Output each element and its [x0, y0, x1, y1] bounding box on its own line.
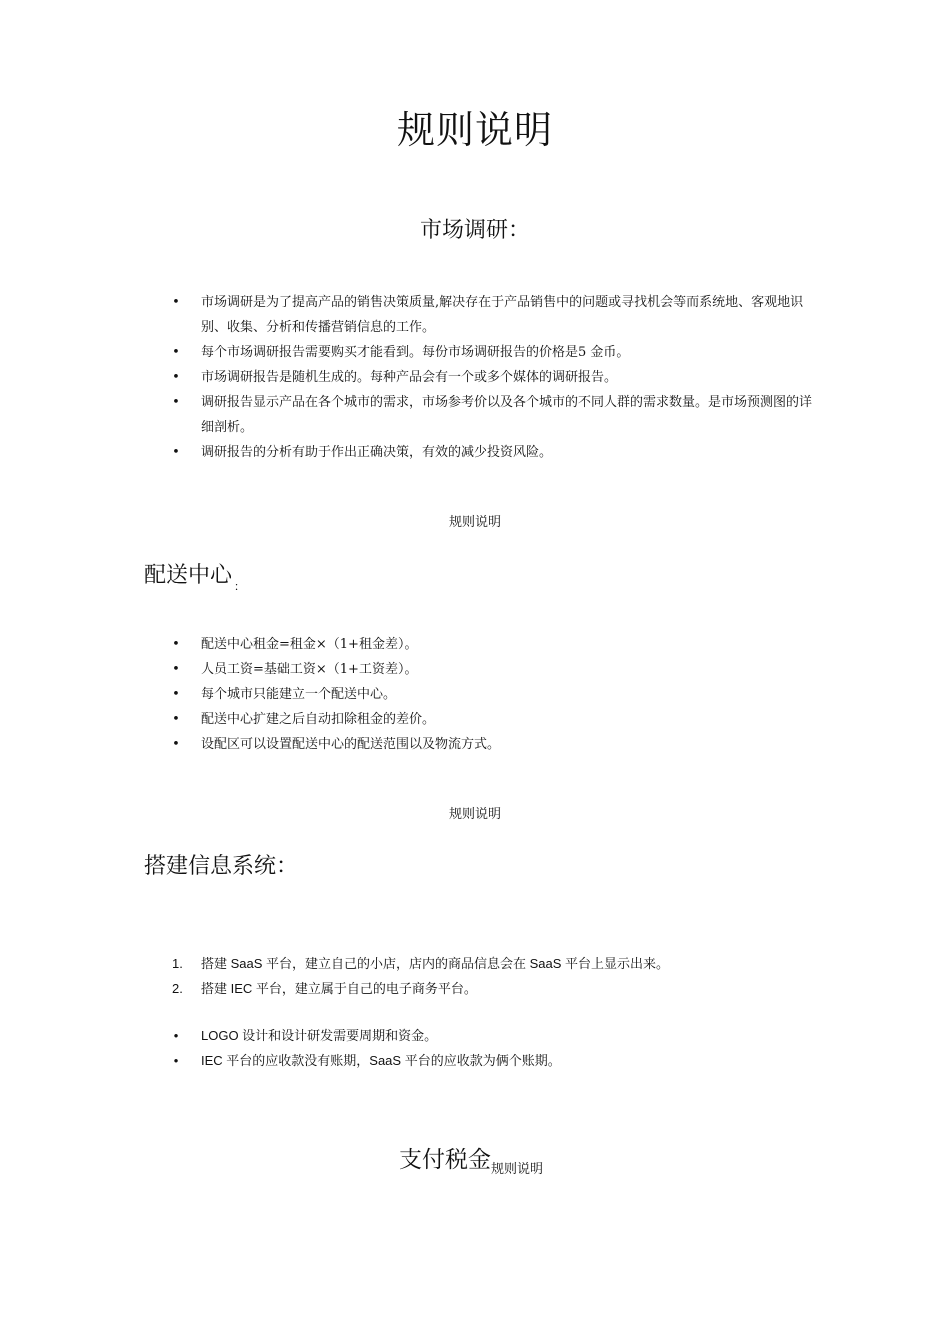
bullet-icon: • — [173, 1028, 179, 1043]
list-item — [172, 732, 822, 757]
bullet-icon: • — [172, 370, 180, 385]
list-item — [172, 440, 822, 465]
bullet-icon: • — [172, 295, 180, 310]
list-number: 1. — [172, 956, 183, 971]
list-item — [172, 951, 822, 976]
list-item-text: 市场调研是为了提高产品的销售决策质量,解决存在于产品销售中的问题或寻找机会等而系统地、客观地识别、收集、分析和传播营销信息的工作。 — [201, 295, 804, 335]
info-system-numbered-list — [172, 951, 822, 1001]
page-title: 规则说明 — [396, 108, 553, 152]
list-item-text: 设配区可以设置配送中心的配送范围以及物流方式。 — [201, 737, 501, 752]
list-item — [172, 290, 822, 340]
heading-suffix: ： — [234, 580, 246, 593]
list-item — [172, 365, 822, 390]
list-item-text: 搭建 IEC 平台，建立属于自己的电子商务平台。 — [201, 981, 477, 996]
list-item-text: LOGO 设计和设计研发需要周期和资金。 — [201, 1028, 438, 1043]
list-item — [172, 1023, 822, 1048]
list-item-text: 配送中心租金=租金×（1+租金差）。 — [201, 637, 418, 652]
bullet-icon: • — [172, 737, 180, 752]
section-heading-tax-payment — [399, 1144, 543, 1177]
list-item — [172, 682, 822, 707]
list-item — [172, 340, 822, 365]
list-item — [172, 976, 822, 1001]
bullet-icon: • — [172, 662, 180, 677]
list-item — [172, 632, 822, 657]
list-item-text: 每个市场调研报告需要购买才能看到。每份市场调研报告的价格是5 金币。 — [201, 345, 630, 360]
heading-text: 支付税金 — [399, 1146, 491, 1172]
section-heading-market-research: 市场调研： — [419, 218, 530, 243]
list-item-text: 配送中心扩建之后自动扣除租金的差价。 — [201, 712, 436, 727]
bullet-icon: • — [172, 687, 180, 702]
bullet-icon: • — [172, 395, 180, 410]
list-item — [172, 657, 822, 682]
page-footer: 规则说明 — [448, 515, 501, 530]
page-footer: 规则说明 — [448, 807, 501, 822]
bullet-icon: • — [172, 445, 180, 460]
list-item-text: 每个城市只能建立一个配送中心。 — [201, 687, 397, 702]
market-research-bullet-list — [172, 290, 822, 465]
list-item-text: 调研报告显示产品在各个城市的需求，市场参考价以及各个城市的不同人群的需求数量。是市场预测图的详细剖析。 — [201, 395, 813, 435]
distribution-center-bullet-list — [172, 632, 822, 757]
bullet-icon: • — [172, 637, 180, 652]
bullet-icon: • — [172, 712, 180, 727]
list-item-text: 搭建 SaaS 平台，建立自己的小店，店内的商品信息会在 SaaS 平台上显示出来。 — [201, 956, 670, 971]
list-item-text: 市场调研报告是随机生成的。每种产品会有一个或多个媒体的调研报告。 — [201, 370, 618, 385]
list-item — [172, 390, 822, 440]
section-heading-distribution-center — [144, 561, 245, 602]
list-item — [172, 1048, 822, 1073]
info-system-bullet-list — [172, 1023, 822, 1073]
bullet-icon: • — [173, 1053, 179, 1068]
list-item — [172, 707, 822, 732]
list-number: 2. — [172, 981, 183, 996]
list-item-text: IEC 平台的应收款没有账期，SaaS 平台的应收款为俩个账期。 — [201, 1053, 561, 1068]
heading-suffix: 规则说明 — [491, 1162, 544, 1177]
section-heading-info-system: 搭建信息系统： — [144, 854, 299, 879]
list-item-text: 人员工资=基础工资×（1+工资差）。 — [201, 662, 418, 677]
bullet-icon: • — [172, 345, 180, 360]
list-item-text: 调研报告的分析有助于作出正确决策，有效的减少投资风险。 — [201, 445, 553, 460]
heading-text: 配送中心 — [144, 563, 233, 588]
